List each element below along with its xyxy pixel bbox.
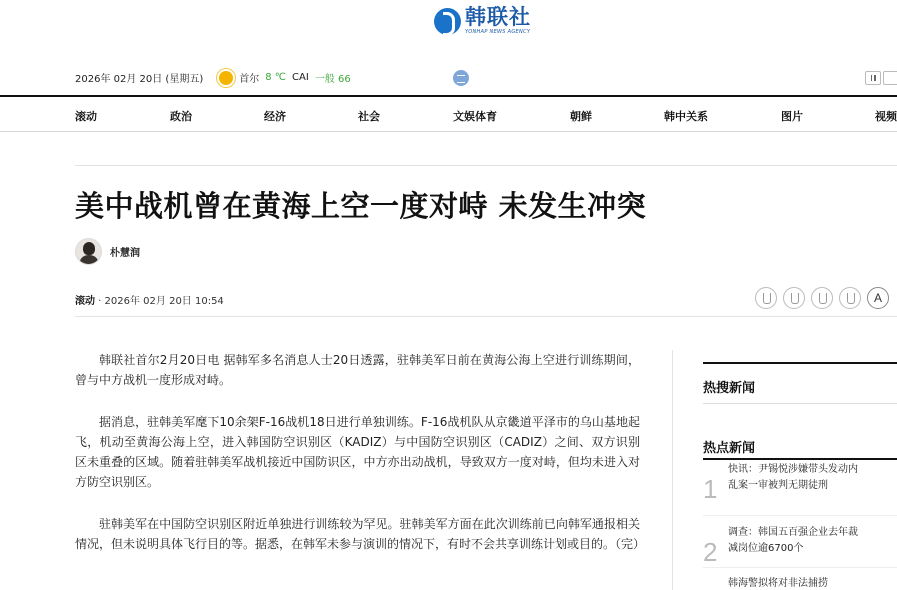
article-body — [75, 350, 646, 576]
article-paragraph: 韩联社首尔2月20日电 据韩军多名消息人士20日透露，驻韩美军日前在黄海公海上空进行训练期间，曾与中方战机一度形成对峙。 — [75, 353, 640, 387]
air-quality-label: CAI — [292, 72, 309, 83]
copy-link-icon[interactable] — [811, 287, 833, 309]
article-datetime: 2026年 02月 20日 10:54 — [104, 296, 224, 307]
author-block[interactable] — [75, 238, 140, 265]
nav-item-entertainment-sports[interactable]: 文娱体育 — [453, 110, 497, 123]
hot-news-border — [703, 458, 897, 460]
article-meta: 滚动 · 2026年 02月 20日 10:54 — [75, 296, 224, 307]
sidebar-divider — [703, 403, 897, 404]
hot-news-item[interactable] — [703, 525, 897, 565]
print-icon[interactable] — [783, 287, 805, 309]
logo-name: 韩联社 — [465, 5, 531, 29]
column-divider — [672, 350, 673, 590]
nav-item-economy[interactable]: 经济 — [264, 110, 286, 123]
trending-news-title: 热搜新闻 — [703, 381, 756, 396]
nav-item-korea-china[interactable]: 韩中关系 — [664, 110, 708, 123]
info-bar — [75, 70, 351, 85]
article-category[interactable]: 滚动 — [75, 296, 95, 307]
yonhap-logo[interactable] — [434, 4, 531, 38]
share-icon[interactable] — [755, 287, 777, 309]
author-name: 朴慧润 — [110, 248, 140, 259]
logo-tagline: YONHAP NEWS AGENCY — [465, 29, 531, 35]
hot-news-rank: 2 — [703, 537, 718, 567]
hot-news-title: 热点新闻 — [703, 441, 756, 456]
font-size-icon[interactable]: A — [867, 287, 889, 309]
article-tools — [755, 287, 889, 309]
nav-item-videos[interactable]: 视频 — [875, 110, 897, 123]
pause-button[interactable] — [865, 71, 881, 85]
hot-news-item[interactable] — [703, 462, 897, 512]
header-divider — [75, 165, 897, 166]
hot-news-separator — [703, 515, 897, 516]
sun-icon — [219, 71, 233, 85]
article-headline: 美中战机曾在黄海上空一度对峙 未发生冲突 — [75, 189, 647, 223]
hot-news-text[interactable]: 快讯：尹锡悦涉嫌带头发动内乱案一审被判无期徒刑 — [728, 464, 858, 491]
nav-top-border — [0, 95, 897, 97]
hot-news-text[interactable]: 调查：韩国五百强企业去年裁减岗位逾6700个 — [728, 527, 858, 554]
hot-news-separator — [703, 567, 897, 568]
air-quality-value: 一般 66 — [314, 74, 351, 85]
next-button[interactable] — [883, 71, 897, 85]
nav-item-politics[interactable]: 政治 — [170, 110, 192, 123]
weather-city: 首尔 — [239, 74, 260, 85]
hot-news-item[interactable] — [703, 576, 897, 590]
menu-icon[interactable] — [453, 70, 469, 86]
nav-item-scroll[interactable]: 滚动 — [75, 110, 97, 123]
hot-news-rank: 1 — [703, 474, 718, 504]
article-paragraph: 据消息，驻韩美军麾下10余架F-16战机18日进行单独训练。F-16战机队从京畿道平泽市的乌山基地起飞，机动至黄海公海上空，进入韩国防空识别区（KADIZ）与中国防空识别区（CADIZ）之间、双方识别区未重叠的区域。随着驻韩美军战机接近中国防识区，中方亦出动战机，导致双方一度对峙，但均未进入对方防空识别区。 — [75, 415, 640, 489]
article-paragraph: 驻韩美军在中国防空识别区附近单独进行训练较为罕见。驻韩美军方面在此次训练前已向韩军通报相关情况，但未说明具体飞行目的等。据悉，在韩军未参与演训的情况下，有时不会共享训练计划或目的。（完） — [75, 517, 646, 551]
nav-item-society[interactable]: 社会 — [358, 110, 380, 123]
hot-news-text[interactable]: 韩海警拟将对非法捕捞 — [728, 578, 828, 589]
meta-divider — [75, 316, 897, 317]
nav-bottom-border — [0, 131, 897, 132]
yonhap-logo-icon — [434, 8, 461, 35]
weather-temperature: 8 ℃ — [265, 72, 287, 83]
bookmark-icon[interactable] — [839, 287, 861, 309]
nav-item-north-korea[interactable]: 朝鲜 — [570, 110, 592, 123]
logo-text — [465, 7, 531, 35]
current-date: 2026年 02月 20日 (星期五) — [75, 74, 204, 85]
sidebar-top-border — [703, 362, 897, 364]
main-nav — [75, 108, 897, 124]
author-avatar — [75, 238, 102, 265]
nav-item-photos[interactable]: 图片 — [781, 110, 803, 123]
